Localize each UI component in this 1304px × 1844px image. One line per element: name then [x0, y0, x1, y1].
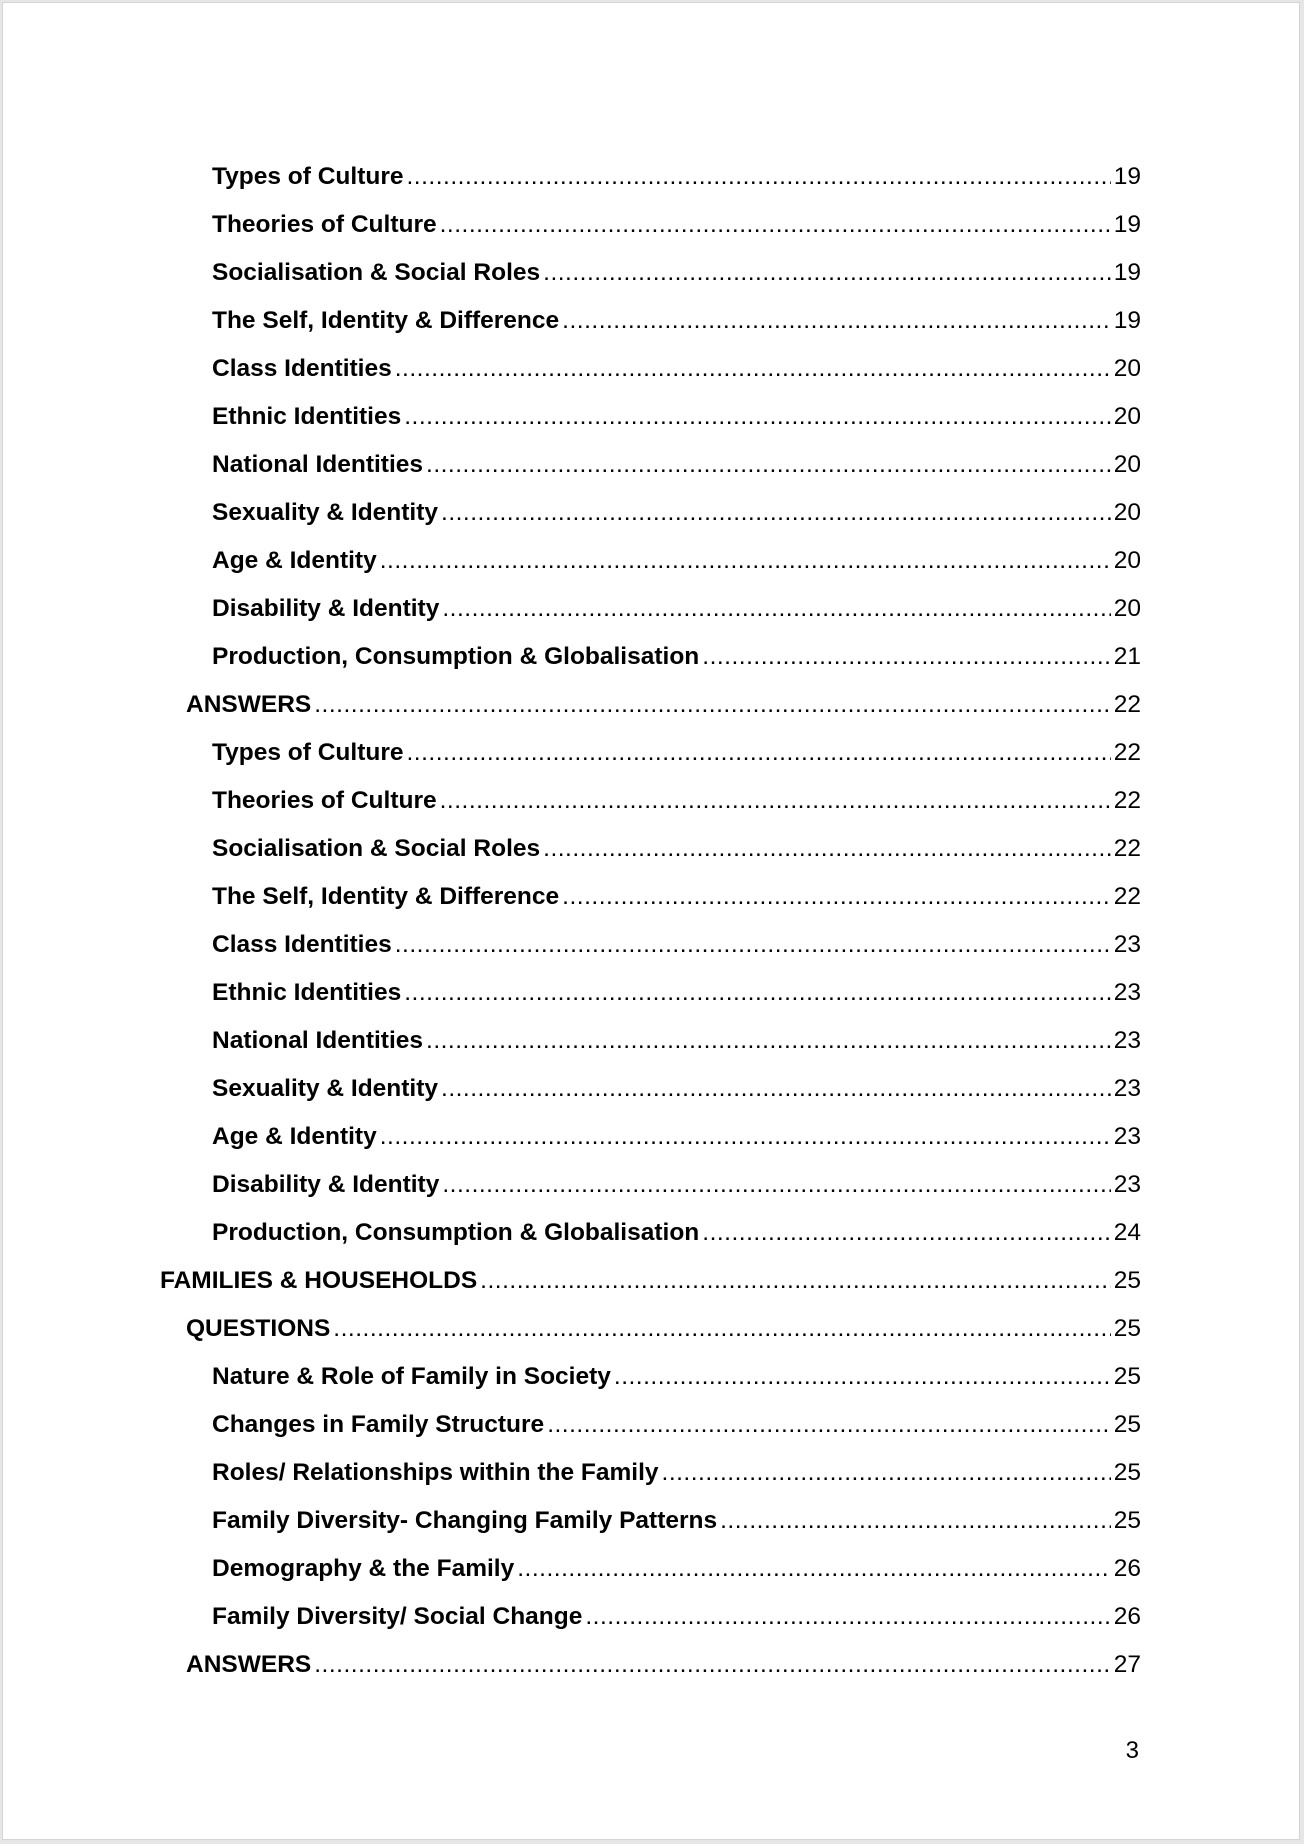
dot-leader: [440, 201, 1111, 249]
dot-leader: [480, 1257, 1111, 1305]
toc-entry-title: ANSWERS: [186, 1651, 312, 1678]
dot-leader: [543, 825, 1111, 873]
toc-entry-title: The Self, Identity & Difference: [212, 307, 560, 334]
toc-entry-title: Ethnic Identities: [212, 979, 402, 1006]
toc-entry[interactable]: [3, 681, 1299, 729]
toc-entry[interactable]: [3, 585, 1299, 633]
toc-entry-page-number: 20: [1113, 403, 1141, 430]
toc-entry[interactable]: [3, 633, 1299, 681]
dot-leader: [426, 1017, 1111, 1065]
toc-entry-page-number: 23: [1113, 931, 1141, 958]
toc-entry-page-number: 21: [1113, 643, 1141, 670]
toc-entry[interactable]: [3, 921, 1299, 969]
toc-entry[interactable]: [3, 297, 1299, 345]
toc-entry-title: Theories of Culture: [212, 211, 437, 238]
toc-entry-title: Class Identities: [212, 355, 392, 382]
toc-entry[interactable]: [3, 969, 1299, 1017]
toc-entry-page-number: 25: [1113, 1507, 1141, 1534]
dot-leader: [562, 297, 1111, 345]
dot-leader: [314, 1641, 1111, 1689]
toc-entry-page-number: 20: [1113, 499, 1141, 526]
dot-leader: [333, 1305, 1110, 1353]
toc-entry[interactable]: [3, 1017, 1299, 1065]
toc-entry[interactable]: [3, 1161, 1299, 1209]
dot-leader: [662, 1449, 1111, 1497]
toc-entry-page-number: 19: [1113, 163, 1141, 190]
toc-entry-title: Types of Culture: [212, 163, 404, 190]
dot-leader: [406, 729, 1110, 777]
toc-entry-title: ANSWERS: [186, 691, 312, 718]
toc-entry-page-number: 19: [1113, 211, 1141, 238]
toc-entry-title: Roles/ Relationships within the Family: [212, 1459, 659, 1486]
dot-leader: [702, 633, 1110, 681]
toc-entry-title: National Identities: [212, 1027, 424, 1054]
toc-entry-title: Family Diversity/ Social Change: [212, 1603, 583, 1630]
toc-entry[interactable]: [3, 1353, 1299, 1401]
toc-entry-page-number: 22: [1113, 739, 1141, 766]
toc-entry-page-number: 25: [1113, 1459, 1141, 1486]
toc-entry-page-number: 22: [1113, 883, 1141, 910]
toc-entry-title: Age & Identity: [212, 547, 377, 574]
toc-entry[interactable]: [3, 1593, 1299, 1641]
toc-entry-page-number: 20: [1113, 547, 1141, 574]
dot-leader: [442, 585, 1110, 633]
toc-entry[interactable]: [3, 489, 1299, 537]
toc-entry-page-number: 19: [1113, 307, 1141, 334]
toc-entry-title: Types of Culture: [212, 739, 404, 766]
dot-leader: [406, 153, 1110, 201]
table-of-contents: [3, 153, 1299, 1689]
toc-entry-page-number: 23: [1113, 1027, 1141, 1054]
dot-leader: [702, 1209, 1110, 1257]
toc-entry-page-number: 25: [1113, 1315, 1141, 1342]
toc-entry[interactable]: [3, 1545, 1299, 1593]
toc-entry-title: FAMILIES & HOUSEHOLDS: [160, 1267, 478, 1294]
toc-entry[interactable]: [3, 1305, 1299, 1353]
toc-entry[interactable]: [3, 1257, 1299, 1305]
dot-leader: [440, 777, 1111, 825]
dot-leader: [404, 393, 1111, 441]
toc-entry-title: Production, Consumption & Globalisation: [212, 1219, 700, 1246]
toc-entry-title: Theories of Culture: [212, 787, 437, 814]
toc-entry[interactable]: [3, 1449, 1299, 1497]
toc-entry-page-number: 25: [1113, 1363, 1141, 1390]
toc-entry-page-number: 22: [1113, 835, 1141, 862]
toc-entry-title: Age & Identity: [212, 1123, 377, 1150]
dot-leader: [395, 345, 1111, 393]
toc-entry-title: The Self, Identity & Difference: [212, 883, 560, 910]
dot-leader: [517, 1545, 1111, 1593]
toc-entry-page-number: 26: [1113, 1603, 1141, 1630]
toc-entry[interactable]: [3, 1497, 1299, 1545]
toc-entry-title: Nature & Role of Family in Society: [212, 1363, 611, 1390]
toc-entry[interactable]: [3, 1641, 1299, 1689]
document-page: [2, 2, 1300, 1840]
dot-leader: [380, 537, 1111, 585]
toc-entry-page-number: 19: [1113, 259, 1141, 286]
toc-entry-title: Socialisation & Social Roles: [212, 835, 541, 862]
toc-entry[interactable]: [3, 249, 1299, 297]
toc-entry-title: Class Identities: [212, 931, 392, 958]
toc-entry-title: Changes in Family Structure: [212, 1411, 545, 1438]
toc-entry-title: Socialisation & Social Roles: [212, 259, 541, 286]
toc-entry-page-number: 27: [1113, 1651, 1141, 1678]
dot-leader: [426, 441, 1111, 489]
toc-entry-title: Disability & Identity: [212, 595, 440, 622]
dot-leader: [585, 1593, 1110, 1641]
dot-leader: [543, 249, 1111, 297]
dot-leader: [441, 489, 1111, 537]
toc-entry-title: QUESTIONS: [186, 1315, 331, 1342]
dot-leader: [442, 1161, 1110, 1209]
toc-entry-page-number: 26: [1113, 1555, 1141, 1582]
toc-entry-title: Disability & Identity: [212, 1171, 440, 1198]
toc-entry-title: National Identities: [212, 451, 424, 478]
toc-entry[interactable]: [3, 729, 1299, 777]
toc-entry[interactable]: [3, 537, 1299, 585]
toc-entry-page-number: 22: [1113, 787, 1141, 814]
dot-leader: [614, 1353, 1111, 1401]
toc-entry[interactable]: [3, 1113, 1299, 1161]
toc-entry-page-number: 23: [1113, 1075, 1141, 1102]
toc-entry-page-number: 20: [1113, 355, 1141, 382]
toc-entry[interactable]: [3, 201, 1299, 249]
toc-entry-page-number: 23: [1113, 1171, 1141, 1198]
toc-entry-page-number: 20: [1113, 595, 1141, 622]
dot-leader: [547, 1401, 1111, 1449]
toc-entry-title: Production, Consumption & Globalisation: [212, 643, 700, 670]
dot-leader: [404, 969, 1111, 1017]
page-number: 3: [1125, 1737, 1139, 1764]
dot-leader: [562, 873, 1111, 921]
dot-leader: [720, 1497, 1111, 1545]
toc-entry-page-number: 20: [1113, 451, 1141, 478]
toc-entry[interactable]: [3, 441, 1299, 489]
toc-entry[interactable]: [3, 393, 1299, 441]
toc-entry[interactable]: [3, 345, 1299, 393]
dot-leader: [314, 681, 1111, 729]
toc-entry[interactable]: [3, 1209, 1299, 1257]
toc-entry-title: Sexuality & Identity: [212, 1075, 439, 1102]
toc-entry-page-number: 23: [1113, 1123, 1141, 1150]
toc-entry-title: Ethnic Identities: [212, 403, 402, 430]
toc-entry[interactable]: [3, 777, 1299, 825]
toc-entry[interactable]: [3, 1065, 1299, 1113]
toc-entry[interactable]: [3, 873, 1299, 921]
toc-entry-page-number: 25: [1113, 1411, 1141, 1438]
dot-leader: [395, 921, 1111, 969]
toc-entry-page-number: 24: [1113, 1219, 1141, 1246]
toc-entry-title: Sexuality & Identity: [212, 499, 439, 526]
toc-entry-page-number: 23: [1113, 979, 1141, 1006]
dot-leader: [441, 1065, 1111, 1113]
toc-entry[interactable]: [3, 153, 1299, 201]
toc-entry-page-number: 25: [1113, 1267, 1141, 1294]
toc-entry-title: Family Diversity- Changing Family Patterns: [212, 1507, 718, 1534]
toc-entry-title: Demography & the Family: [212, 1555, 515, 1582]
dot-leader: [380, 1113, 1111, 1161]
toc-entry[interactable]: [3, 825, 1299, 873]
toc-entry-page-number: 22: [1113, 691, 1141, 718]
toc-entry[interactable]: [3, 1401, 1299, 1449]
